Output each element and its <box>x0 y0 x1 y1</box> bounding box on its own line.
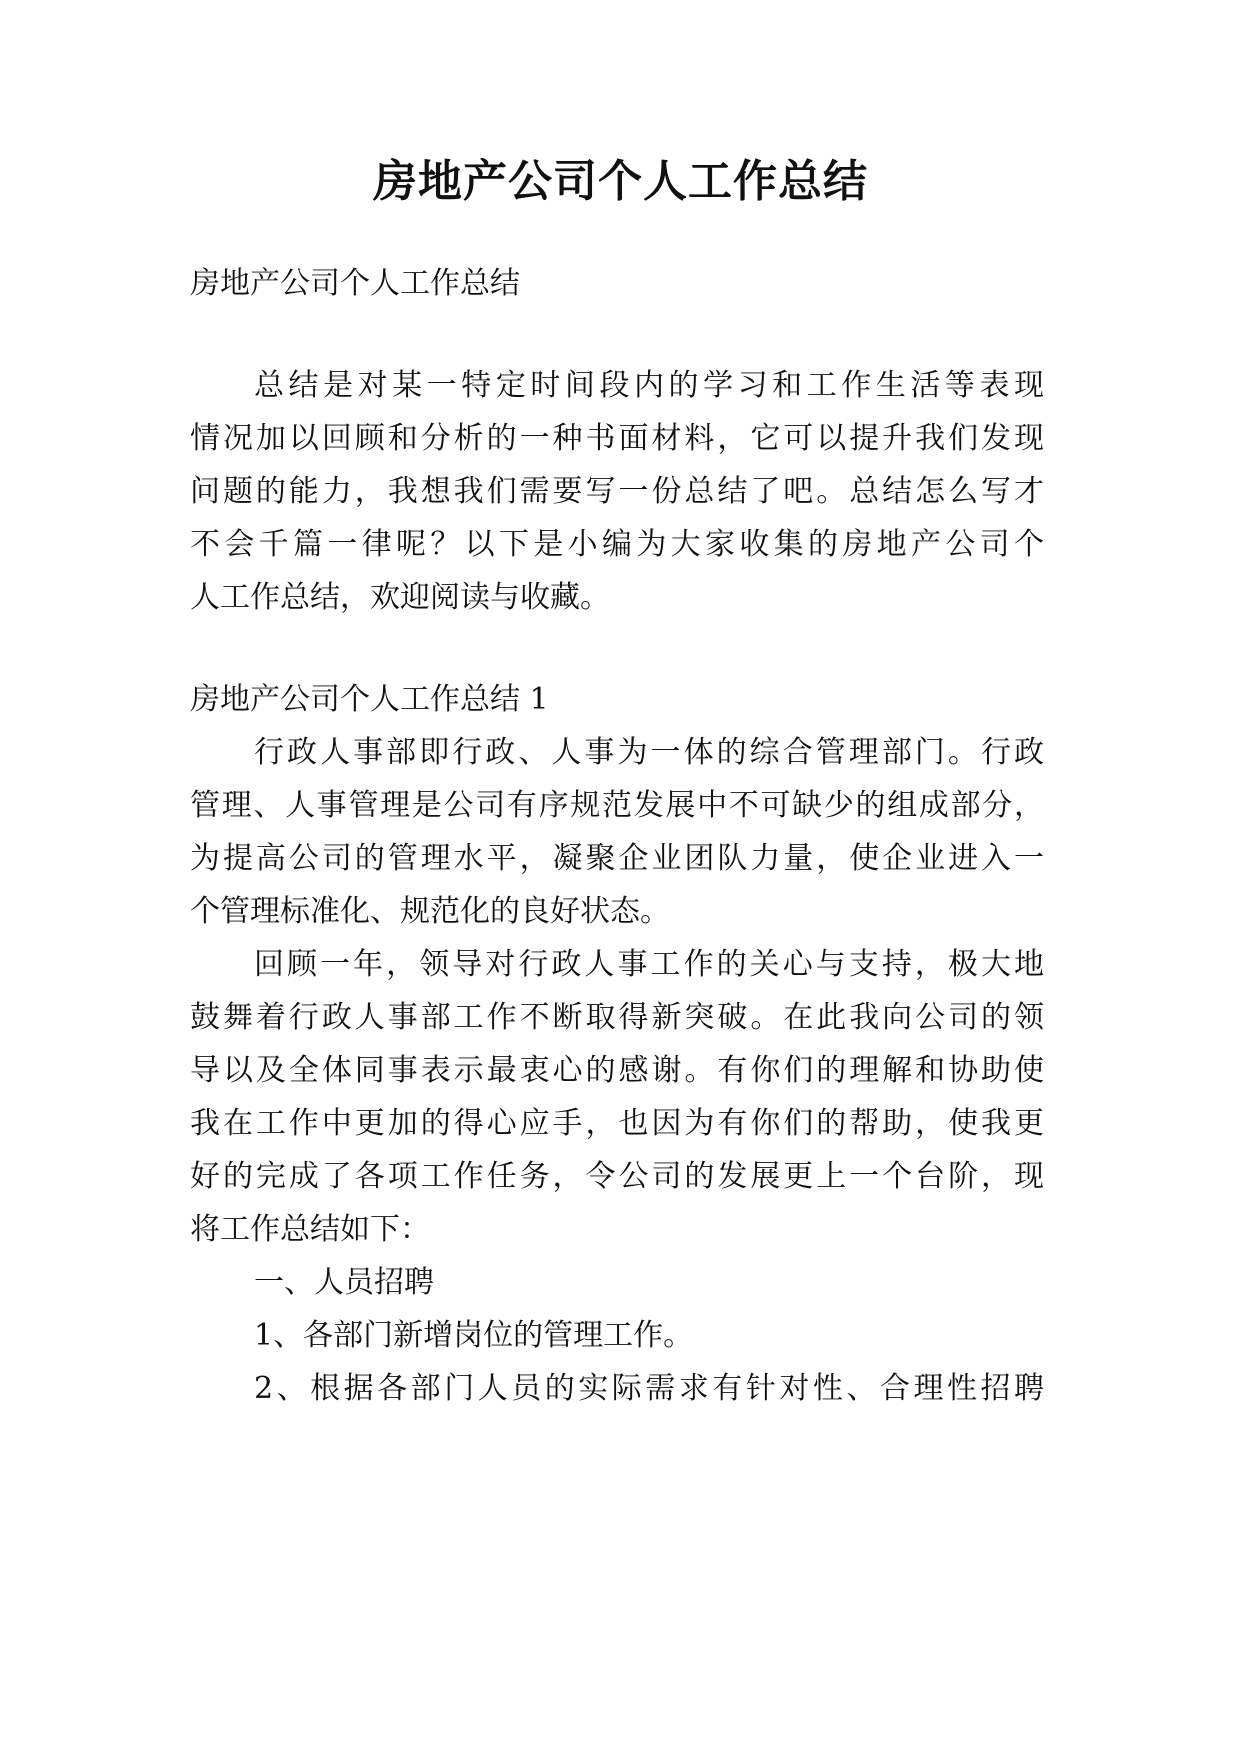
para2-line-2: 鼓舞着行政人事部工作不断取得新突破。在此我向公司的领 <box>190 1000 1044 1035</box>
intro-line-5: 人工作总结，欢迎阅读与收藏。 <box>190 580 610 615</box>
para2-line-1: 回顾一年，领导对行政人事工作的关心与支持，极大地 <box>254 947 1044 982</box>
para2-line-3: 导以及全体同事表示最衷心的感谢。有你们的理解和协助使 <box>190 1053 1044 1088</box>
intro-line-1: 总结是对某一特定时间段内的学习和工作生活等表现 <box>254 368 1044 403</box>
intro-line-3: 问题的能力，我想我们需要写一份总结了吧。总结怎么写才 <box>190 474 1044 509</box>
list-item-2: 2、根据各部门人员的实际需求有针对性、合理性招聘 <box>254 1371 1044 1406</box>
document-subtitle: 房地产公司个人工作总结 <box>190 266 520 301</box>
section-heading: 房地产公司个人工作总结 1 <box>190 682 549 717</box>
intro-line-2: 情况加以回顾和分析的一种书面材料，它可以提升我们发现 <box>190 421 1044 456</box>
item-heading: 一、人员招聘 <box>254 1265 434 1300</box>
intro-line-4: 不会千篇一律呢？以下是小编为大家收集的房地产公司个 <box>190 527 1044 562</box>
para2-line-5: 好的完成了各项工作任务，令公司的发展更上一个台阶，现 <box>190 1159 1044 1194</box>
para1-line-3: 为提高公司的管理水平，凝聚企业团队力量，使企业进入一 <box>190 841 1044 876</box>
para1-line-1: 行政人事部即行政、人事为一体的综合管理部门。行政 <box>254 735 1044 770</box>
para2-line-6: 将工作总结如下： <box>190 1212 430 1247</box>
para2-line-4: 我在工作中更加的得心应手，也因为有你们的帮助，使我更 <box>190 1106 1044 1141</box>
document-title: 房地产公司个人工作总结 <box>373 156 868 207</box>
list-item-1: 1、各部门新增岗位的管理工作。 <box>254 1318 694 1353</box>
para1-line-4: 个管理标准化、规范化的良好状态。 <box>190 894 670 929</box>
para1-line-2: 管理、人事管理是公司有序规范发展中不可缺少的组成部分， <box>190 788 1044 823</box>
